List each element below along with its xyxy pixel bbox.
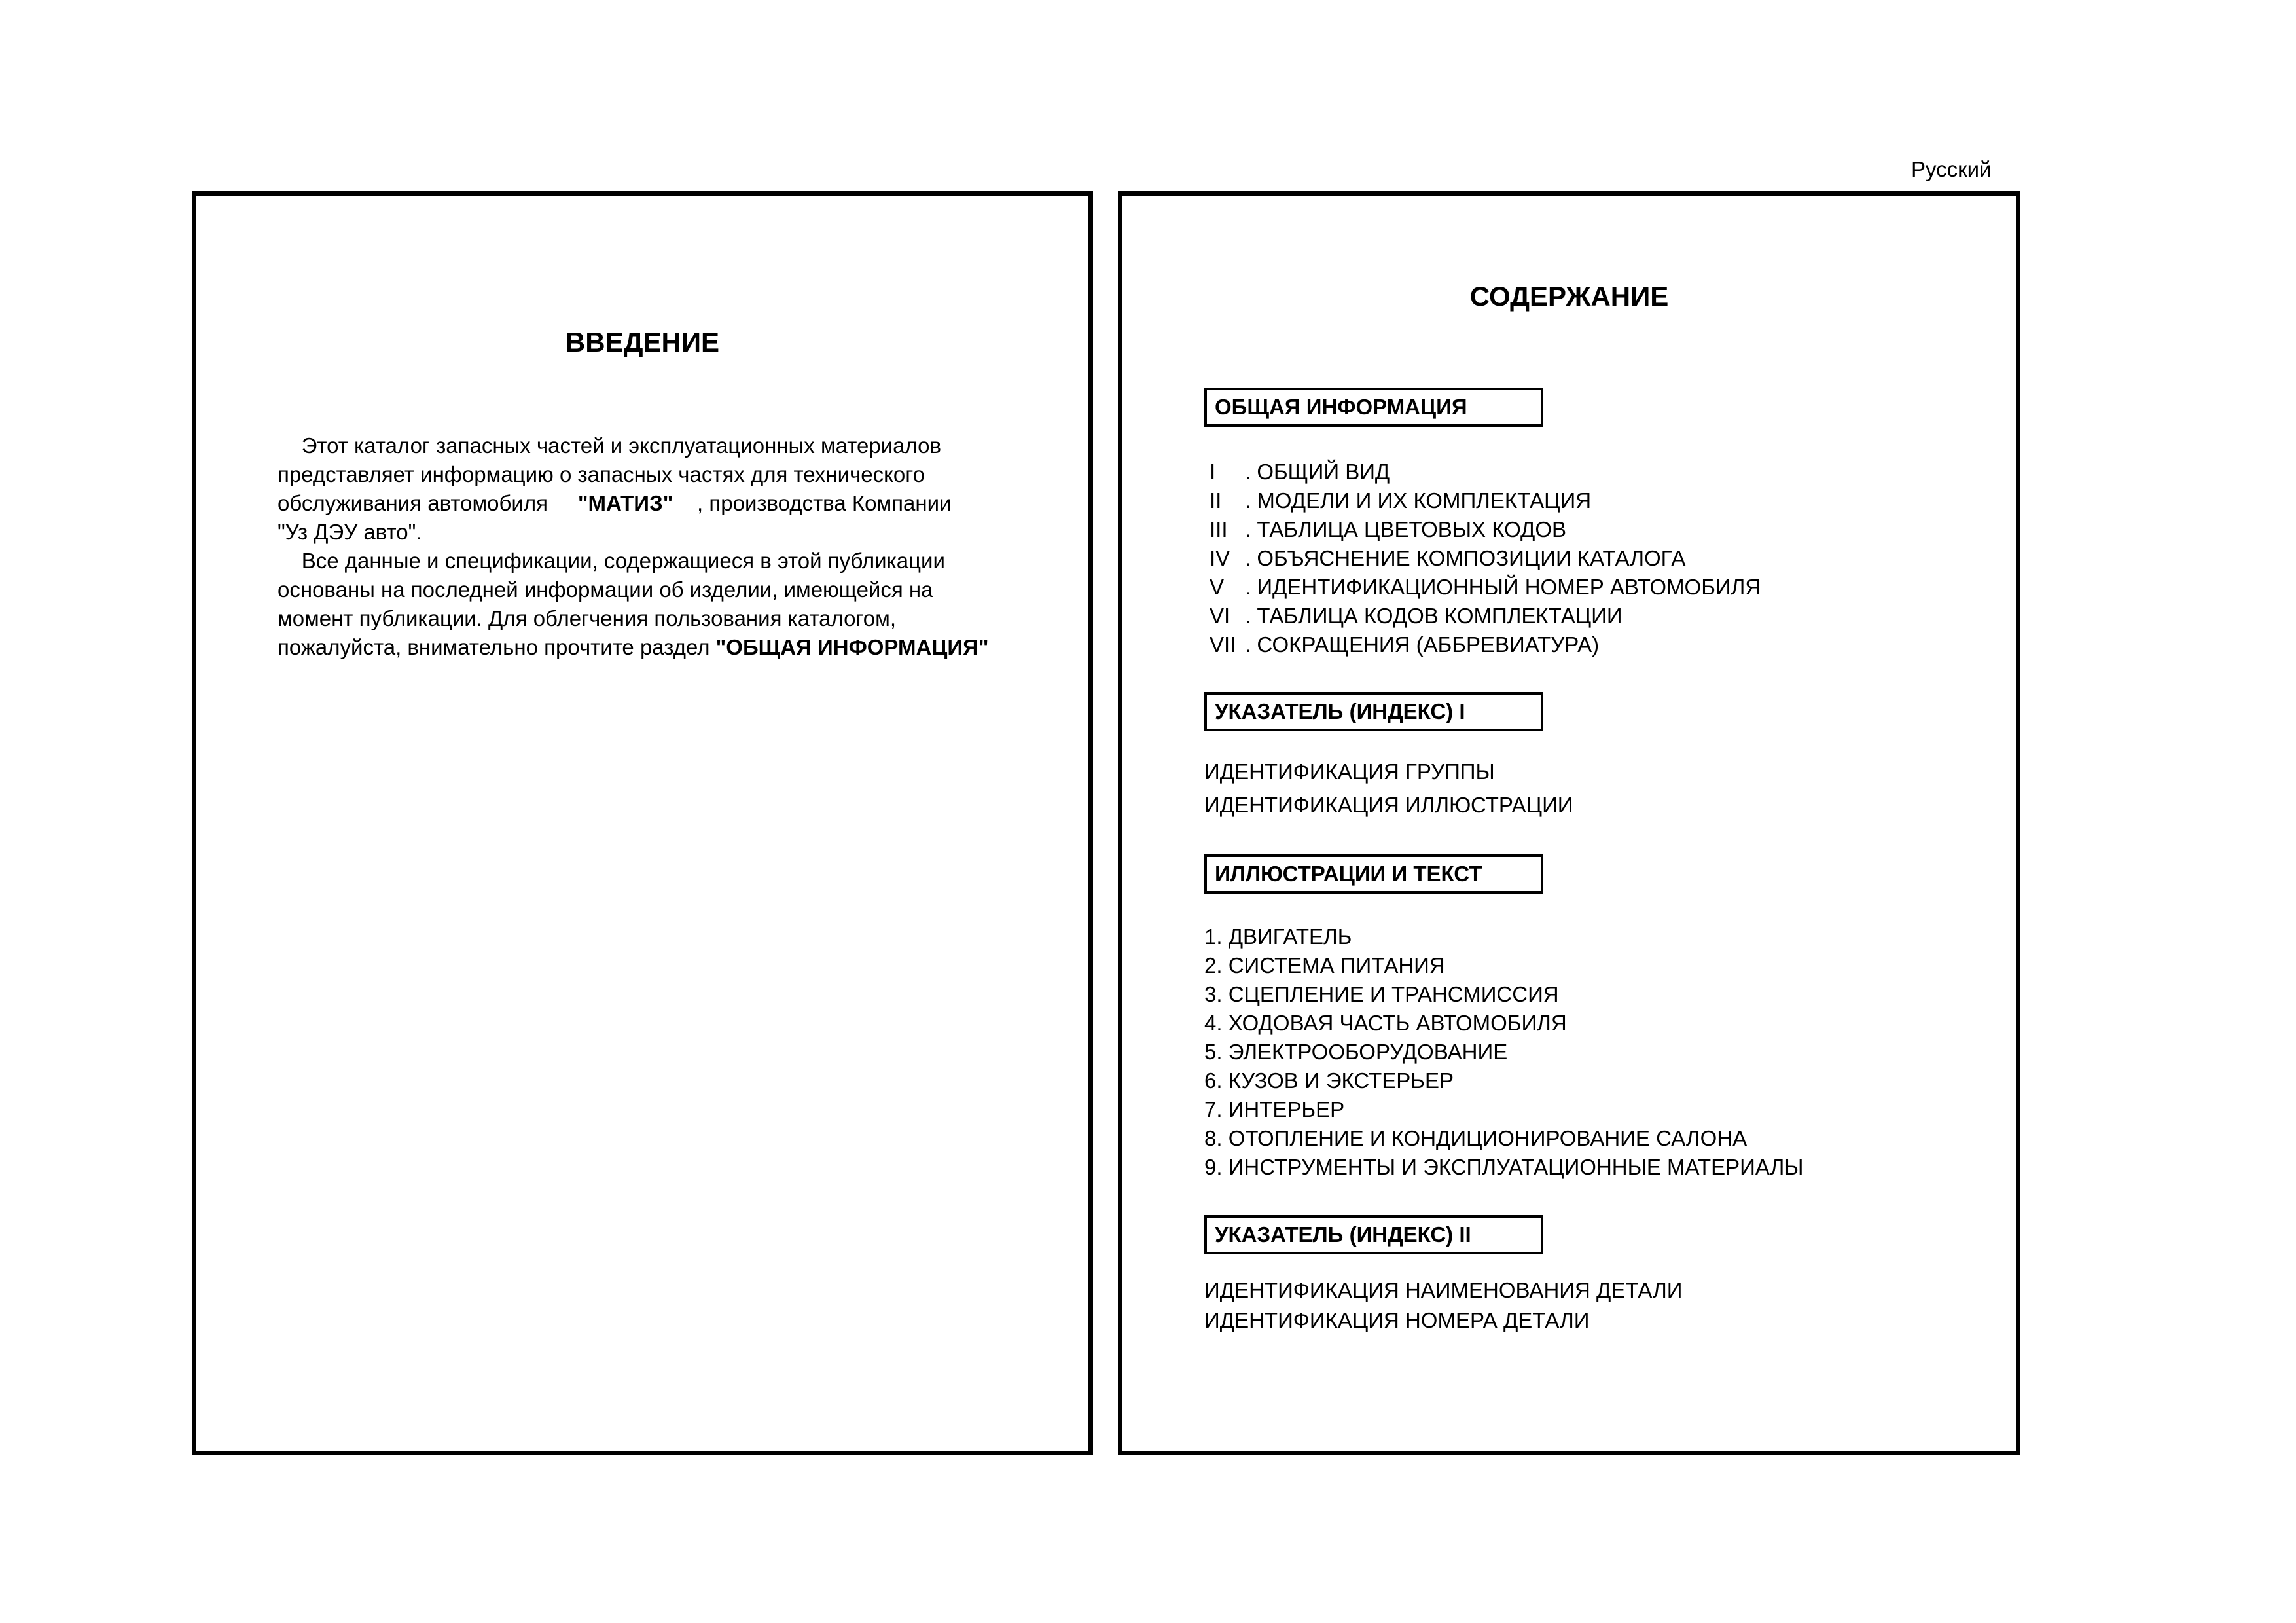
general-info-list <box>1204 458 1761 659</box>
toc-item[interactable]: 5. ЭЛЕКТРООБОРУДОВАНИЕ <box>1204 1040 1508 1064</box>
intro-line: представляет информацию о запасных частях для технического <box>278 462 925 486</box>
toc-item[interactable]: VII . СОКРАЩЕНИЯ (АББРЕВИАТУРА) <box>1210 632 1600 657</box>
toc-item[interactable]: II . МОДЕЛИ И ИХ КОМПЛЕКТАЦИЯ <box>1210 488 1592 513</box>
intro-line: обслуживания автомобиля "МАТИЗ" , производства Компании <box>278 491 952 515</box>
intro-line: "Уз ДЭУ авто". <box>278 520 422 544</box>
language-label: Русский <box>1911 157 1992 181</box>
toc-item[interactable]: 1. ДВИГАТЕЛЬ <box>1204 924 1352 949</box>
toc-item[interactable]: ИДЕНТИФИКАЦИЯ ИЛЛЮСТРАЦИИ <box>1204 793 1573 817</box>
toc-item[interactable]: 7. ИНТЕРЬЕР <box>1204 1097 1345 1122</box>
toc-item[interactable]: 9. ИНСТРУМЕНТЫ И ЭКСПЛУАТАЦИОННЫЕ МАТЕРИАЛЫ <box>1204 1155 1804 1179</box>
section-heading-illustrations: ИЛЛЮСТРАЦИИ И ТЕКСТ <box>1204 854 1543 894</box>
toc-item[interactable]: I . ОБЩИЙ ВИД <box>1210 460 1390 484</box>
section-heading-general: ОБЩАЯ ИНФОРМАЦИЯ <box>1204 388 1543 427</box>
introduction-panel <box>192 191 1093 1455</box>
toc-item[interactable]: ИДЕНТИФИКАЦИЯ НАИМЕНОВАНИЯ ДЕТАЛИ <box>1204 1278 1683 1302</box>
toc-item[interactable]: VI . ТАБЛИЦА КОДОВ КОМПЛЕКТАЦИИ <box>1210 604 1623 628</box>
index-1-list <box>1204 755 1573 822</box>
toc-item[interactable]: ИДЕНТИФИКАЦИЯ ГРУППЫ <box>1204 759 1495 784</box>
intro-line: момент публикации. Для облегчения пользования каталогом, <box>278 606 897 630</box>
toc-item[interactable]: V . ИДЕНТИФИКАЦИОННЫЙ НОМЕР АВТОМОБИЛЯ <box>1210 575 1761 599</box>
chapters-list <box>1204 922 1803 1182</box>
toc-item[interactable]: 3. СЦЕПЛЕНИЕ И ТРАНСМИССИЯ <box>1204 982 1559 1006</box>
general-info-reference: "ОБЩАЯ ИНФОРМАЦИЯ" <box>715 635 989 659</box>
toc-item[interactable]: 2. СИСТЕМА ПИТАНИЯ <box>1204 953 1445 977</box>
introduction-text <box>278 431 1063 662</box>
intro-line: пожалуйста, внимательно прочтите раздел "ОБЩАЯ ИНФОРМАЦИЯ" <box>278 635 989 659</box>
toc-item[interactable]: III . ТАБЛИЦА ЦВЕТОВЫХ КОДОВ <box>1210 517 1567 541</box>
introduction-title: ВВЕДЕНИЕ <box>565 327 720 357</box>
intro-line: основаны на последней информации об изделии, имеющейся на <box>278 577 933 602</box>
toc-item[interactable]: 4. ХОДОВАЯ ЧАСТЬ АВТОМОБИЛЯ <box>1204 1011 1567 1035</box>
model-name: "МАТИЗ" <box>577 491 673 515</box>
intro-line: Все данные и спецификации, содержащиеся в этой публикации <box>301 549 945 573</box>
toc-item[interactable]: 6. КУЗОВ И ЭКСТЕРЬЕР <box>1204 1068 1454 1093</box>
index-2-list <box>1204 1275 1683 1336</box>
intro-line: Этот каталог запасных частей и эксплуатационных материалов <box>301 433 942 458</box>
contents-panel <box>1118 191 2020 1455</box>
section-heading-index-2: УКАЗАТЕЛЬ (ИНДЕКС) II <box>1204 1215 1543 1254</box>
toc-item[interactable]: IV . ОБЪЯСНЕНИЕ КОМПОЗИЦИИ КАТАЛОГА <box>1210 546 1686 570</box>
contents-title: СОДЕРЖАНИЕ <box>1469 281 1669 312</box>
section-heading-index-1: УКАЗАТЕЛЬ (ИНДЕКС) I <box>1204 692 1543 731</box>
toc-item[interactable]: ИДЕНТИФИКАЦИЯ НОМЕРА ДЕТАЛИ <box>1204 1308 1590 1332</box>
toc-item[interactable]: 8. ОТОПЛЕНИЕ И КОНДИЦИОНИРОВАНИЕ САЛОНА <box>1204 1126 1748 1150</box>
